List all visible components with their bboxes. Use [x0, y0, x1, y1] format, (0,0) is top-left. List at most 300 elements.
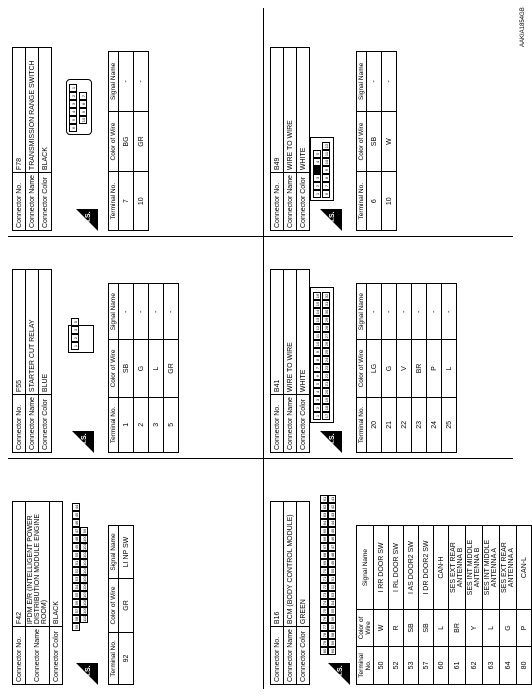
b41-info-table: [270, 269, 310, 453]
connector-pin: 75: [322, 608, 327, 614]
connector-pin: 9: [79, 108, 87, 116]
f42-name: IPDM E/R (INTELLIGENT POWER DISTRIBUTION MODULE ENGINE ROOM): [26, 502, 50, 627]
connector-pin: 3: [313, 396, 321, 404]
label-connector-name: Connector Name: [26, 395, 39, 453]
header-signal: Signal Name: [109, 284, 119, 340]
f78-terminal-table: [108, 51, 149, 231]
signal-name-cell: -: [382, 52, 397, 112]
f42-pins-top: [72, 503, 80, 631]
connector-pin: 70: [322, 568, 327, 574]
header-terminal: Terminal No.: [357, 646, 374, 684]
table-row: [483, 526, 500, 685]
connector-pin: 6: [313, 372, 321, 380]
connector-pin: 4: [313, 388, 321, 396]
table-row: [382, 284, 397, 453]
connector-pin: 23: [324, 365, 329, 371]
header-color: Color of Wire: [109, 340, 119, 397]
horizontal-divider: [263, 8, 264, 689]
connector-pin: 64: [322, 520, 327, 526]
connector-pin: 53: [330, 592, 335, 598]
connector-pin: 46: [330, 536, 335, 542]
connector-pin: 55: [74, 592, 79, 598]
connector-pin: 6: [322, 190, 330, 198]
connector-pin: 43: [330, 512, 335, 518]
header-signal: Signal Name: [357, 52, 367, 112]
connector-pin: 5: [69, 116, 77, 124]
b41-color: WHITE: [297, 270, 310, 395]
label-connector-name: Connector Name: [26, 627, 50, 685]
signal-name-cell: -: [119, 52, 134, 112]
b41-connector-shape: [310, 287, 334, 423]
f78-name: TRANSMISSION RANGE SWITCH: [26, 48, 39, 173]
f55-connector-shape: [68, 320, 94, 353]
b41-terminal-table: [356, 283, 457, 453]
connector-pin: 48: [74, 536, 79, 542]
terminal-cell: 23: [412, 397, 427, 452]
footer-code: AAKIA1854GB: [520, 7, 526, 47]
f42-terminal-table: [108, 525, 134, 685]
connector-pin: 42: [330, 504, 335, 510]
connector-pin: 101: [82, 543, 87, 550]
connector-pin: 69: [322, 560, 327, 566]
wire-color-cell: G: [382, 340, 397, 397]
connector-pin: 52: [330, 584, 335, 590]
connector-pin: 53: [74, 576, 79, 582]
connector-pin: 105: [82, 575, 87, 582]
terminal-cell: 10: [382, 172, 397, 231]
connector-f42: [12, 463, 130, 685]
wire-color-cell: W: [374, 610, 389, 647]
connector-pin: 67: [322, 544, 327, 550]
connector-pin: 51: [74, 560, 79, 566]
terminal-cell: 10: [134, 172, 149, 231]
signal-name-cell: -: [119, 284, 134, 340]
connector-pin: 49: [74, 544, 79, 550]
label-connector-name: Connector Name: [26, 173, 39, 231]
connector-pin: 3: [313, 174, 321, 182]
terminal-cell: 62: [466, 646, 483, 684]
connector-pin: 99: [82, 528, 87, 534]
connector-pin: 104: [82, 567, 87, 574]
connector-pin: 10: [324, 159, 329, 165]
wire-color-cell: L: [442, 340, 457, 397]
connector-pin: 107: [82, 591, 87, 598]
table-row: [449, 526, 466, 685]
connector-pin: 9: [322, 166, 330, 174]
wire-color-cell: GR: [164, 340, 179, 397]
connector-f78: [12, 9, 145, 231]
label-connector-no: Connector No.: [13, 627, 26, 685]
connector-b41: [270, 239, 453, 453]
b16-name: BCM (BODY CONTROL MODULE): [284, 502, 297, 627]
table-row: [517, 526, 532, 685]
connector-pin: 20: [324, 389, 329, 395]
wire-color-cell: SB: [404, 610, 419, 647]
connector-pin: 30: [324, 309, 329, 315]
connector-pin: 18: [324, 405, 329, 411]
terminal-cell: 22: [397, 397, 412, 452]
signal-name-cell: SES EXT REAR ANTENNA B: [449, 526, 466, 610]
connector-pin: 25: [324, 349, 329, 355]
connector-pin: 55: [330, 608, 335, 614]
table-row: [397, 284, 412, 453]
connector-pin: 9: [313, 348, 321, 356]
wire-color-cell: BG: [119, 111, 134, 172]
connector-pin: 73: [322, 592, 327, 598]
header-color: Color of Wire: [357, 111, 367, 172]
terminal-cell: 63: [483, 646, 500, 684]
b41-name: WIRE TO WIRE: [284, 270, 297, 395]
wire-color-cell: R: [389, 610, 404, 647]
connector-b16: [270, 463, 528, 685]
b16-pins-top: [320, 495, 328, 655]
label-connector-no: Connector No.: [271, 395, 284, 453]
table-row: [134, 52, 149, 231]
table-row: [164, 284, 179, 453]
header-color: Color of Wire: [109, 579, 119, 633]
wire-color-cell: W: [382, 111, 397, 172]
connector-pin: 58: [330, 632, 335, 638]
wire-color-cell: GR: [119, 579, 134, 633]
table-row: [500, 526, 517, 685]
connector-pin: 5: [313, 150, 321, 158]
f55-info-table: [12, 269, 52, 453]
terminal-cell: 25: [442, 397, 457, 452]
terminal-cell: 3: [149, 397, 164, 452]
label-connector-name: Connector Name: [284, 395, 297, 453]
wire-color-cell: Y: [466, 610, 483, 647]
b49-terminal-table: [356, 51, 397, 231]
terminal-cell: 5: [164, 397, 179, 452]
signal-name-cell: SES INT MIDDLE ANTENNA B: [466, 526, 483, 610]
table-row: [382, 52, 397, 231]
signal-name-cell: I DR DOOR2 SW: [419, 526, 434, 610]
connector-pin: 79: [322, 640, 327, 646]
connector-pin: 68: [322, 552, 327, 558]
f42-color: BLACK: [50, 502, 63, 627]
terminal-cell: 7: [119, 172, 134, 231]
connector-pin: 65: [322, 528, 327, 534]
header-color: Color of Wire: [357, 610, 374, 647]
table-row: [149, 284, 164, 453]
b16-pins-bottom: [328, 495, 336, 655]
f78-connector-shape: [66, 79, 92, 135]
signal-name-cell: -: [134, 52, 149, 112]
connector-pin: 12: [324, 143, 329, 149]
table-row: [427, 284, 442, 453]
connector-pin: 1: [71, 342, 79, 350]
f55-name: STARTER CUT RELAY: [26, 270, 39, 395]
connector-pin: 32: [324, 293, 329, 299]
connector-pin: 51: [330, 576, 335, 582]
b41-no: B41: [271, 270, 284, 395]
signal-name-cell: -: [442, 284, 457, 340]
connector-pin: 62: [322, 504, 327, 510]
b16-color: GREEN: [297, 502, 310, 627]
f42-info-table: [12, 501, 63, 685]
connector-pin: 100: [82, 535, 87, 542]
connector-pin: 28: [324, 325, 329, 331]
connector-pin: 11: [324, 151, 329, 157]
connector-pin: 8: [313, 356, 321, 364]
b16-hs-icon: H.S.: [328, 663, 350, 685]
f55-color: BLUE: [39, 270, 52, 395]
table-row: [389, 526, 404, 685]
signal-name-cell: LI NP SW: [119, 526, 134, 579]
signal-name-cell: I RL DOOR SW: [389, 526, 404, 610]
connector-pin: 10: [81, 117, 86, 123]
connector-pin: 63: [322, 512, 327, 518]
connector-pin: 45: [74, 512, 79, 518]
signal-name-cell: -: [397, 284, 412, 340]
label-connector-name: Connector Name: [284, 627, 297, 685]
connector-pin: 3: [71, 326, 79, 334]
f78-info-table: [12, 47, 52, 231]
connector-pin: 74: [322, 600, 327, 606]
b49-color: WHITE: [297, 48, 310, 173]
wire-color-cell: BR: [412, 340, 427, 397]
signal-name-cell: I AS DOOR2 SW: [404, 526, 419, 610]
connector-pin: 5: [313, 380, 321, 388]
connector-pin: 58: [74, 616, 79, 622]
connector-pin: 48: [330, 552, 335, 558]
f42-hs-icon: H.S.: [76, 663, 98, 685]
wire-color-cell: L: [149, 340, 164, 397]
wire-color-cell: G: [500, 610, 517, 647]
connector-pin: 50: [330, 568, 335, 574]
signal-name-cell: -: [427, 284, 442, 340]
connector-b49: [270, 9, 393, 231]
connector-pin: 56: [330, 616, 335, 622]
b49-hs-icon: H.S.: [320, 209, 342, 231]
terminal-cell: 64: [500, 646, 517, 684]
wire-color-cell: BR: [449, 610, 466, 647]
wire-color-cell: P: [517, 610, 532, 647]
f55-no: F55: [13, 270, 26, 395]
connector-pin: 103: [82, 559, 87, 566]
terminal-cell: 80: [517, 646, 532, 684]
label-connector-color: Connector Color: [297, 173, 310, 231]
f78-hs-icon: H.S.: [76, 209, 98, 231]
connector-pin: 22: [324, 373, 329, 379]
b16-info-table: [270, 501, 310, 685]
connector-pin: 2: [69, 92, 77, 100]
label-connector-no: Connector No.: [13, 173, 26, 231]
table-row: [404, 526, 419, 685]
connector-pin: 61: [322, 496, 327, 502]
signal-name-cell: CAN-H: [434, 526, 449, 610]
table-row: [367, 284, 382, 453]
table-row: [374, 526, 389, 685]
label-connector-color: Connector Color: [39, 173, 52, 231]
signal-name-cell: -: [412, 284, 427, 340]
connector-pin: 110: [82, 615, 87, 622]
connector-pin: 41: [330, 496, 335, 502]
connector-pin: 13: [315, 317, 320, 323]
connector-pin: 17: [324, 413, 329, 419]
wire-color-cell: L: [483, 610, 500, 647]
b49-name: WIRE TO WIRE: [284, 48, 297, 173]
wire-color-cell: GR: [134, 111, 149, 172]
connector-pin: 7: [313, 364, 321, 372]
connector-pin: 44: [74, 504, 79, 510]
connector-pin: 14: [315, 309, 320, 315]
wire-color-cell: L: [434, 610, 449, 647]
connector-pin: 47: [74, 528, 79, 534]
connector-pin: 2: [71, 334, 79, 342]
header-terminal: Terminal No.: [357, 397, 367, 452]
header-color: Color of Wire: [357, 340, 367, 397]
connector-pin: 8: [322, 174, 330, 182]
connector-pin: 47: [330, 544, 335, 550]
wire-color-cell: G: [134, 340, 149, 397]
b16-terminal-table: [356, 525, 532, 685]
connector-pin: 108: [82, 599, 87, 606]
vertical-divider-2: [8, 236, 513, 237]
connector-pin: 6: [69, 124, 77, 132]
label-connector-color: Connector Color: [50, 627, 63, 685]
table-row: [134, 284, 149, 453]
f55-hs-icon: H.S.: [72, 431, 94, 453]
connector-pin: 31: [324, 301, 329, 307]
connector-pin: 57: [330, 624, 335, 630]
connector-pin: 59: [330, 640, 335, 646]
label-connector-color: Connector Color: [297, 395, 310, 453]
connector-pin: 80: [322, 648, 327, 654]
wire-color-cell: SB: [119, 340, 134, 397]
f42-no: F42: [13, 502, 26, 627]
label-connector-no: Connector No.: [271, 173, 284, 231]
connector-pin: 10: [315, 341, 320, 347]
header-terminal: Terminal No.: [109, 172, 119, 231]
connector-pin: 16: [315, 293, 320, 299]
connector-pin: 11: [315, 333, 320, 339]
connector-pin: 78: [322, 632, 327, 638]
connector-pin: 106: [82, 583, 87, 590]
connector-pin: [313, 166, 321, 174]
connector-pin: 4: [313, 158, 321, 166]
signal-name-cell: SES INT MIDDLE ANTENNA A: [483, 526, 500, 610]
connector-pin: 4: [69, 108, 77, 116]
connector-pin: 45: [330, 528, 335, 534]
connector-pin: 56: [74, 600, 79, 606]
header-signal: Signal Name: [357, 284, 367, 340]
header-terminal: Terminal No.: [109, 397, 119, 452]
wire-color-cell: SB: [367, 111, 382, 172]
connector-pin: 54: [330, 600, 335, 606]
table-row: [412, 284, 427, 453]
terminal-cell: 6: [367, 172, 382, 231]
connector-pin: 46: [74, 520, 79, 526]
b41-hs-icon: H.S.: [320, 431, 342, 453]
f55-terminal-table: [108, 283, 179, 453]
wire-color-cell: SB: [419, 610, 434, 647]
b49-no: B49: [271, 48, 284, 173]
connector-pin: 66: [322, 536, 327, 542]
signal-name-cell: -: [149, 284, 164, 340]
terminal-cell: 61: [449, 646, 466, 684]
table-row: [466, 526, 483, 685]
connector-pin: 76: [322, 616, 327, 622]
signal-name-cell: -: [367, 52, 382, 112]
label-connector-no: Connector No.: [13, 395, 26, 453]
table-row: [442, 284, 457, 453]
connector-pin: 29: [324, 317, 329, 323]
connector-pin: 52: [74, 568, 79, 574]
signal-name-cell: CAN-L: [517, 526, 532, 610]
b49-connector-shape: [310, 137, 334, 201]
table-row: [367, 52, 382, 231]
wire-color-cell: LG: [367, 340, 382, 397]
connector-pin: 24: [324, 357, 329, 363]
terminal-cell: 92: [119, 632, 134, 684]
connector-pin: 19: [324, 397, 329, 403]
terminal-cell: 60: [434, 646, 449, 684]
header-signal: Signal Name: [109, 526, 119, 579]
connector-pin: 26: [324, 341, 329, 347]
connector-f55: [12, 239, 175, 453]
terminal-cell: 53: [404, 646, 419, 684]
f42-pins-bottom: [80, 527, 88, 623]
terminal-cell: 21: [382, 397, 397, 452]
signal-name-cell: I RR DOOR SW: [374, 526, 389, 610]
terminal-cell: 2: [134, 397, 149, 452]
connector-pin: 60: [330, 648, 335, 654]
signal-name-cell: -: [164, 284, 179, 340]
connector-pin: 2: [313, 182, 321, 190]
terminal-cell: 50: [374, 646, 389, 684]
header-terminal: Terminal No.: [109, 632, 119, 684]
table-row: [419, 526, 434, 685]
connector-pin: 59: [74, 624, 79, 630]
terminal-cell: 52: [389, 646, 404, 684]
table-row: [119, 284, 134, 453]
signal-name-cell: -: [367, 284, 382, 340]
connector-pin: 49: [330, 560, 335, 566]
vertical-divider-1: [8, 458, 513, 459]
connector-pin: 44: [330, 520, 335, 526]
f78-no: F78: [13, 48, 26, 173]
signal-name-cell: -: [134, 284, 149, 340]
signal-name-cell: -: [382, 284, 397, 340]
b16-no: B16: [271, 502, 284, 627]
connector-pin: 3: [69, 100, 77, 108]
connector-pin: 1: [69, 84, 77, 92]
f78-color: BLACK: [39, 48, 52, 173]
connector-pin: 50: [74, 552, 79, 558]
label-connector-no: Connector No.: [271, 627, 284, 685]
connector-pin: 2: [313, 404, 321, 412]
label-connector-name: Connector Name: [284, 173, 297, 231]
connector-pin: 77: [322, 624, 327, 630]
connector-pin: 27: [324, 333, 329, 339]
header-color: Color of Wire: [109, 111, 119, 172]
terminal-cell: 24: [427, 397, 442, 452]
connector-pin: 5: [71, 318, 79, 326]
header-signal: Signal Name: [357, 526, 374, 610]
header-signal: Signal Name: [109, 52, 119, 112]
connector-pin: 54: [74, 584, 79, 590]
table-row: [119, 526, 134, 685]
connector-pin: 1: [313, 412, 321, 420]
signal-name-cell: SES EXT REAR ANTENNA A: [500, 526, 517, 610]
connector-pin: 57: [74, 608, 79, 614]
b49-info-table: [270, 47, 310, 231]
wire-color-cell: P: [427, 340, 442, 397]
terminal-cell: 1: [119, 397, 134, 452]
connector-pin: 71: [322, 576, 327, 582]
connector-pin: 7: [322, 182, 330, 190]
